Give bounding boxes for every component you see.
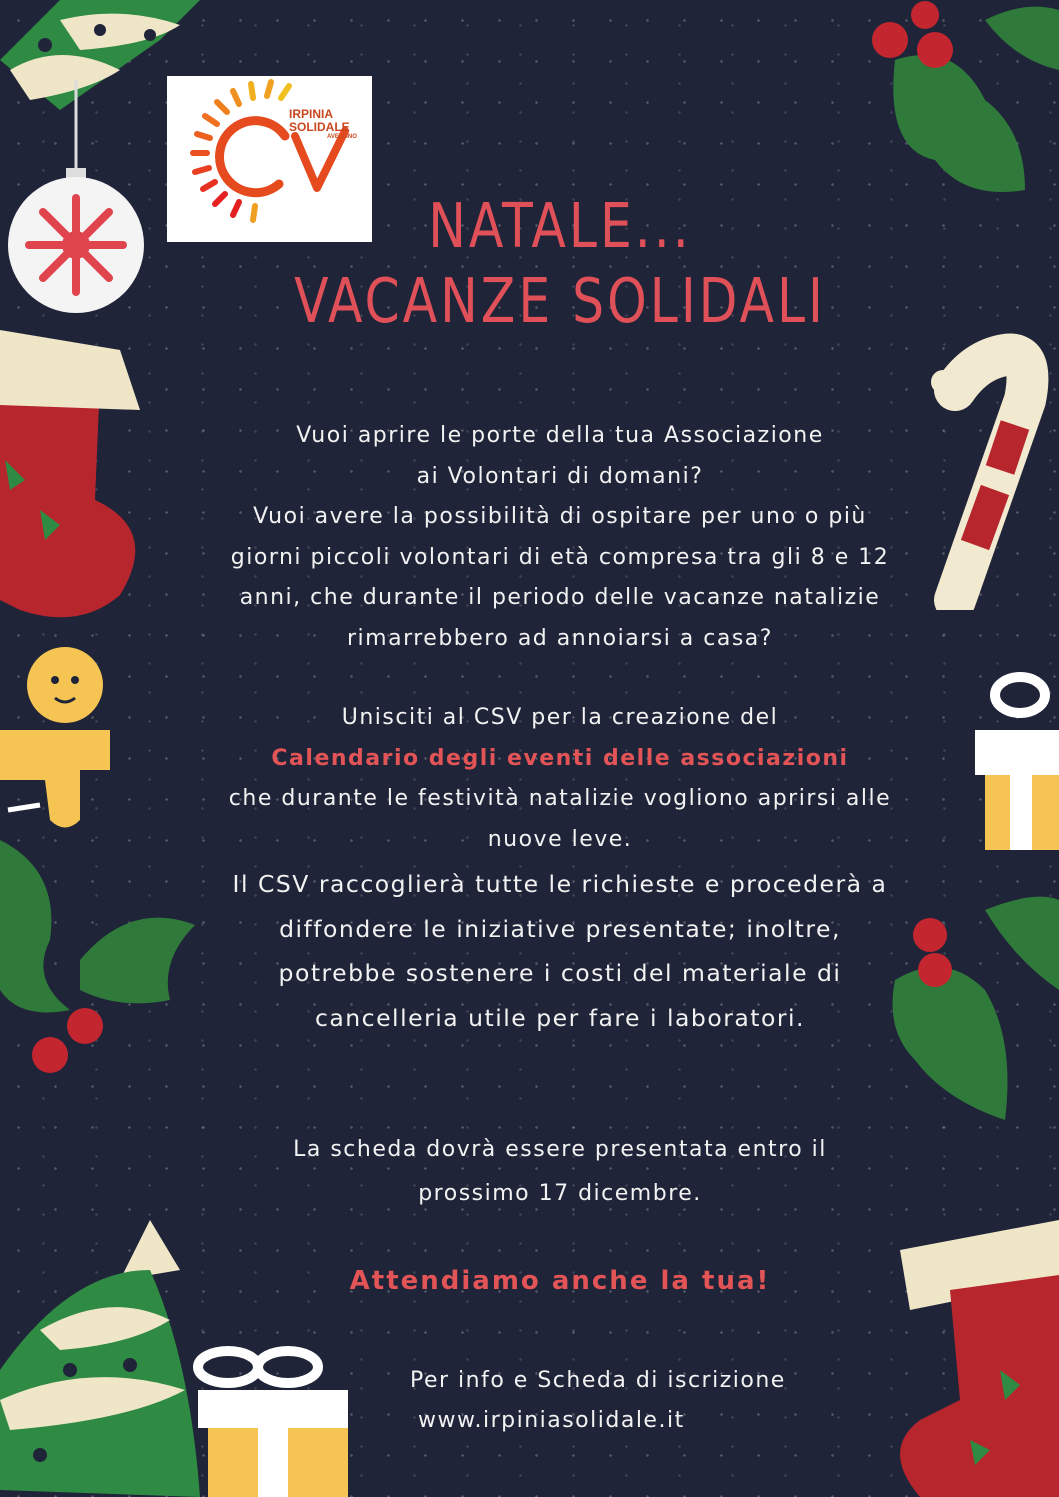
- holly-icon: [0, 830, 200, 1080]
- gingerbread-icon: [0, 640, 120, 840]
- deadline-paragraph: [180, 1128, 940, 1216]
- logo-line-3: AVELLINO: [327, 134, 357, 140]
- join-paragraph: [180, 698, 940, 860]
- logo-line-2: SOLIDALE: [289, 120, 350, 134]
- footer-info: Per info e Scheda di iscrizione: [410, 1368, 786, 1393]
- logo-line-1: IRPINIA: [289, 107, 334, 121]
- csv-info-paragraph: [180, 862, 940, 1040]
- intro-line: rimarrebbero ad annoiarsi a casa?: [347, 625, 773, 651]
- intro-line: Vuoi aprire le porte della tua Associazione: [296, 423, 824, 448]
- calendar-highlight: Calendario degli eventi delle associazioni: [271, 745, 849, 771]
- stocking-icon: [880, 1210, 1059, 1497]
- join-line: che durante le festività natalizie vogliono aprirsi alle: [228, 786, 892, 811]
- intro-line: anni, che durante il periodo delle vacanze natalizie: [239, 585, 881, 610]
- csv-info-line: potrebbe sostenere i costi del materiale di: [278, 959, 842, 987]
- title-line-2: VACANZE SOLIDALI: [294, 265, 826, 338]
- deadline-line: prossimo 17 dicembre.: [418, 1181, 702, 1206]
- gift-icon: [970, 660, 1059, 850]
- ornament-icon: [0, 80, 160, 330]
- intro-line: giorni piccoli volontari di età compresa tra gli 8 e 12: [230, 544, 890, 570]
- website-link[interactable]: www.irpiniasolidale.it: [418, 1408, 685, 1433]
- title-line-1: NATALE...: [428, 190, 692, 263]
- holly-icon: [865, 0, 1059, 210]
- intro-paragraph: [180, 416, 940, 659]
- intro-line: ai Volontari di domani?: [416, 463, 704, 489]
- csv-info-line: Il CSV raccoglierà tutte le richieste e procederà a: [232, 870, 888, 898]
- deadline-line: La scheda dovrà essere presentata entro il: [293, 1137, 827, 1162]
- csv-info-line: cancelleria utile per fare i laboratori.: [314, 1003, 806, 1032]
- stocking-icon: [0, 310, 145, 620]
- csv-info-line: diffondere le iniziative presentate; inoltre,: [279, 914, 841, 943]
- intro-line: Vuoi avere la possibilità di ospitare per uno o più: [253, 504, 867, 529]
- gift-icon: [188, 1345, 378, 1497]
- join-line: nuove leve.: [487, 826, 633, 852]
- call-to-action: Attendiamo anche la tua!: [349, 1266, 771, 1296]
- join-line: Unisciti al CSV per la creazione del: [341, 705, 779, 730]
